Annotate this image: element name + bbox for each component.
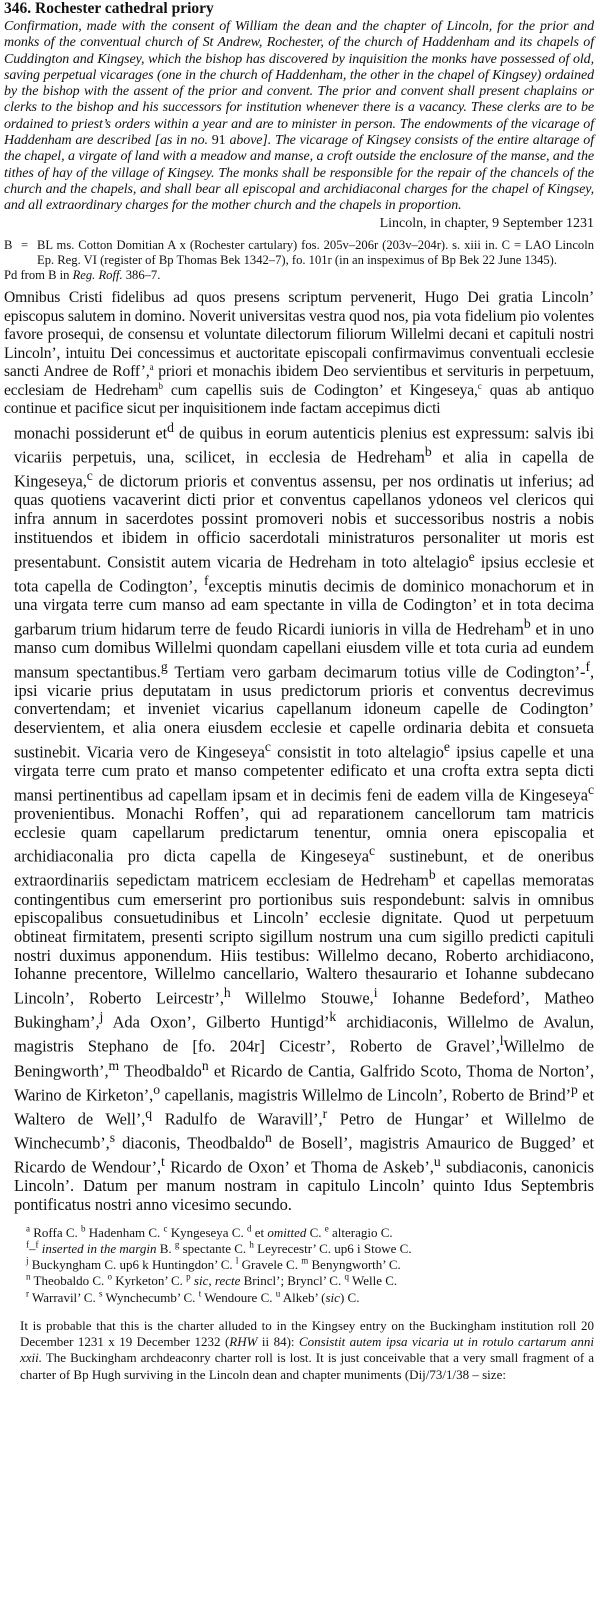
footnote-marker: o — [153, 1081, 160, 1097]
source-key: B — [4, 237, 13, 252]
text-run: Willelmo de Beningworth’, — [14, 1036, 594, 1081]
footnote-marker: u — [433, 1154, 441, 1170]
footnote-marker: e — [324, 1223, 329, 1234]
text-run: ipsius capelle et una virgata terre cum prato et manso competenter edificato et una crofta extra septa dicti mansi pertinentibus ad capellam ipsam et in decimis feni de eadem villa de Kingeseya — [14, 742, 594, 805]
footnote-marker: t — [161, 1154, 165, 1170]
text-run: Gravele C. — [238, 1257, 302, 1273]
dateline: Lincoln, in chapter, 9 September 1231 — [379, 215, 594, 231]
footnote-marker: p — [186, 1272, 191, 1283]
footnote-marker: r — [26, 1288, 29, 1299]
footnote-marker: j — [26, 1255, 29, 1266]
footnote-marker: g — [174, 1239, 180, 1250]
printed-edition-line — [4, 268, 594, 283]
text-run: subdiaconis, canonicis Lincoln’. Datum per manum nostram in capitulo Lincoln’ quinto Idus Septembris pontificatus nostri anno vicesimo secundo. — [14, 1157, 595, 1215]
charter-heading: 346. Rochester cathedral priory — [4, 0, 214, 17]
source-b-text: BL ms. Cotton Domitian A x (Rochester cartulary) fos. 205v–206r (203v–204r). s. xiii in. C = LAO Lincoln Ep. Reg. VI (register of Bp Thomas Bek 1342–7), fo. 101r (in an inspeximus of Bp Bek 22 June 1345). — [37, 237, 594, 267]
document-page — [4, 0, 594, 1383]
text-run: Wendoure C. — [201, 1289, 276, 1305]
text-run: Theobaldo C. — [30, 1273, 108, 1289]
footnote-marker: p — [571, 1081, 578, 1097]
text-run: Ricardo de Oxon’ et Thoma de Askeb’, — [164, 1157, 434, 1177]
text-run: et in uno manso cum domibus Willelmi quondam capellani eiusdem ville et tota curia ad eundem mansum spectantibus. — [14, 619, 594, 681]
footnote-marker: c — [86, 468, 93, 484]
printed-reference: Reg. Roff. — [72, 268, 123, 283]
text-run: Petro de Hungar’ et Willelmo de Winchecumb’, — [14, 1109, 594, 1153]
footnote-marker: c — [264, 738, 271, 754]
text-run: Willelmo Stouwe, — [230, 988, 374, 1008]
footnote-line — [26, 1273, 594, 1289]
footnote-marker: i — [373, 985, 378, 1001]
footnote-marker: n — [265, 1130, 272, 1146]
text-run: Theodbaldo — [119, 1061, 202, 1081]
text-run: Buckyngham C. up6 k Huntingdon’ C. — [28, 1257, 236, 1273]
text-run: ipsius ecclesie et tota capella de Codington’, — [14, 552, 594, 596]
english-summary — [4, 19, 594, 215]
latin-text-block-2 — [14, 419, 594, 1215]
text-run: Leyrecestr’ C. up6 i Stowe C. — [253, 1241, 412, 1257]
footnote-marker: q — [344, 1272, 349, 1283]
text-run: , ipsi vicarie prius deputatam in usus predictorum prioris et conventus decrevimus convertendam; et inveniet vicarius capellanum idoneum capelle de Codington’ deservientem, et alia onera eiusdem ecclesie et capelle ordinaria debita et consueta sustinebit. Vicaria vero de Kingeseya — [14, 661, 594, 762]
footnote-marker: m — [108, 1057, 120, 1073]
summary-reference: 91 — [211, 133, 226, 149]
text-run: omitted — [267, 1224, 307, 1240]
text-run: It is probable that this is the charter alluded to in the Kingsey entry on the Buckingham institution roll 20 December 1231 x 19 December 1232 ( — [20, 1317, 594, 1350]
printed-pages: 386–7. — [122, 268, 161, 283]
footnote-marker: t — [198, 1288, 202, 1299]
footnote-marker: b — [158, 380, 163, 391]
text-run: archidiaconis, Willelmo de Avalun, magistris Stephano de [fo. 204r] Cicestr’, Roberto de Gravel’, — [14, 1012, 594, 1056]
footnote-line: $^f$–$^f$ inserted in the margin B. $^g$ spectante C. $^h$ Leyrecestr’ C. up6 i Stowe C. — [26, 1239, 412, 1257]
footnote-marker: j — [99, 1009, 104, 1025]
text-run: B. — [156, 1241, 175, 1257]
text-run: Alkeb’ ( — [280, 1289, 326, 1305]
footnote-marker: h — [223, 985, 231, 1001]
footnote-marker: k — [329, 1009, 337, 1025]
footnote-marker: n — [26, 1272, 31, 1283]
text-run: ) C. — [339, 1289, 360, 1305]
footnote-marker: b — [424, 444, 432, 460]
text-run: consistit in toto altelagio — [270, 742, 444, 762]
text-run: Wynchecumb’ C. — [102, 1289, 199, 1305]
footnote-marker: q — [145, 1105, 153, 1121]
footnote-marker: h — [249, 1239, 254, 1250]
text-run: Radulfo de Waravill’, — [152, 1109, 323, 1129]
text-run: quas ab antiquo continue et pacifice sicut per inquisitionem inde factam accepimus dicti — [4, 381, 595, 418]
footnote-marker: f — [204, 572, 209, 588]
editorial-comment — [20, 1318, 594, 1383]
footnote-line — [26, 1290, 594, 1306]
text-run: Tertiam vero garbam decimarum totius ville de Codington’- — [167, 661, 586, 681]
footnote-marker: n — [201, 1057, 209, 1073]
footnote-marker: l — [499, 1033, 504, 1049]
footnote-marker: c — [163, 1223, 168, 1234]
footnote-marker: b — [428, 867, 436, 883]
footnote-marker: d — [246, 1223, 252, 1234]
text-run: Warravil’ C. — [29, 1289, 99, 1305]
footnote-marker: e — [468, 548, 475, 564]
text-run: et capellas memoratas contingentibus cum emerserint pro portionibus suis respondebunt: salvis in omnibus episcopalibus consuetudinibus et Lincoln’ ecclesie dignitate. Quod ut perpetuum obtineat firmitatem, presenti scripto sigillum nostrum una cum sigillo predicti capituli nostri duximus apponendum. Hiis testibus: Willelmo decano, Roberto archidiacono, Iohanne precentore, Willelmo cancellario, Waltero thesaurario et Iohanne subdecano Lincoln’, Roberto Leircestr’, — [14, 870, 594, 1008]
text-run: Kyrketon’ C. — [112, 1273, 187, 1289]
footnote-marker: a — [26, 1223, 30, 1234]
footnote-marker: l — [235, 1255, 239, 1266]
text-run: Brincl’; Bryncl’ C. — [240, 1273, 345, 1289]
latin-text-block-1 — [4, 289, 594, 419]
footnote-marker: r — [322, 1105, 328, 1121]
text-run: C. — [306, 1224, 325, 1240]
text-run: sic — [325, 1289, 340, 1305]
summary-text: Confirmation, made with the consent of William the dean and the chapter of Lincoln, for the prior and monks of the conventual church of St Andrew, Rochester, of the church of Haddenham and its chapels of Cuddington and Kingsey, which the bishop has discovered by inquisition the monks have possessed of old, saving perpetual vicarages (one in the church of Haddenham, the other in the chapel of Kingsey) ordained by the bishop with the assent of the prior and convent. The prior and convent shall present chaplains or clerks to the bishop and his successors for institution whenever there is a vacancy. These clerks are to be ordained to priest’s orders within a year and are to minister in person. The endowments of the vicarage of Haddenham are described [as in no. — [4, 19, 594, 149]
text-run: Ada Oxon’, Gilberto Huntigd’ — [103, 1012, 330, 1032]
text-run: ii 84): — [257, 1334, 299, 1350]
footnote-marker: c — [587, 781, 594, 797]
footnote-marker: u — [275, 1288, 281, 1299]
footnote-marker: f — [26, 1239, 29, 1250]
manuscript-sources — [4, 238, 594, 284]
text-run: Kyngeseya C. — [167, 1224, 247, 1240]
text-run: sic, recte — [190, 1273, 241, 1289]
text-run: alteragio C. — [328, 1224, 393, 1240]
textual-footnotes — [26, 1225, 594, 1306]
text-run: et — [251, 1224, 268, 1240]
summary-text-continued: above]. The vicarage of Kingsey consists of the entire altarage of the chapel, a virgate of land with a meadow and manse, a croft outside the enclosure of the manse, and the tithes of hay of the village of Kingsey. The monks shall be responsible for the repair of the chancels of the church and the chapels, and shall bear all episcopal and archidiaconal charges for the chapel of Kingsey, and all extraordinary charges for the mother church and the chapels in proportion. — [4, 133, 595, 214]
footnote-marker: c — [477, 380, 482, 391]
text-run: RHW — [229, 1334, 258, 1350]
footnote-line — [26, 1225, 594, 1241]
footnote-marker: e — [443, 738, 450, 754]
footnote-marker: m — [301, 1255, 309, 1266]
footnote-marker: b — [81, 1223, 86, 1234]
text-run: monachi possiderunt et — [14, 423, 168, 443]
footnote-marker: o — [107, 1272, 113, 1283]
footnote-marker: b — [523, 615, 531, 631]
text-run: Consistit autem ipsa vicaria ut in rotulo cartarum anni xxii. — [20, 1334, 594, 1366]
text-run: de Bosell’, magistris Amaurico de Bugged’ et Ricardo de Wendour’, — [14, 1133, 595, 1177]
text-run: de quibus in eorum autenticis plenius est expressum: salvis ibi vicariis perpetuis, una, scilicet, in ecclesia de Hedreham — [14, 423, 594, 467]
text-run: The Buckingham archdeaconry charter roll is lost. It is just conceivable that a very small fragment of a charter of Bp Hugh surviving in the Lincoln dean and chapter muniments (Dij/73/1/38 – size: — [20, 1350, 594, 1382]
footnote-marker: s — [98, 1288, 103, 1299]
footnote-line — [26, 1257, 594, 1273]
text-run: inserted in the margin — [38, 1241, 157, 1257]
footnote-marker: d — [167, 419, 174, 435]
text-run: spectante C. — [179, 1241, 250, 1257]
text-run: Roffa C. — [30, 1224, 82, 1240]
footnote-marker: a — [149, 362, 154, 373]
source-b-row — [4, 238, 594, 269]
text-run: et alia in capella de Kingeseya, — [14, 447, 595, 491]
text-run: Iohanne Bedeford’, Matheo Bukingham’, — [14, 988, 594, 1032]
footnote-marker: c — [368, 843, 375, 859]
text-run: et Waltero de Well’, — [14, 1085, 595, 1129]
text-run: provenientibus. Monachi Roffen’, qui ad reparationem cancellorum tam matricis ecclesie quam capellarum predictarum tenentur, omnia onera episcopalia et archidiaconalia pro dicta capella de Kingeseya — [14, 803, 594, 866]
source-equals: = — [21, 237, 29, 252]
footnote-marker: g — [160, 658, 168, 674]
text-run: et Ricardo de Cantia, Galfrido Scoto, Thoma de Norton’, Warino de Kirketon’, — [14, 1061, 594, 1105]
text-run: Welle C. — [348, 1273, 398, 1289]
footnote-marker: f — [585, 658, 590, 674]
footnote-marker: f — [35, 1239, 39, 1250]
footnote-marker: s — [109, 1130, 115, 1146]
text-run: Benyngworth’ C. — [308, 1257, 401, 1273]
text-run: Omnibus Cristi fidelibus ad quos presens scriptum pervenerit, Hugo Dei gratia Lincoln’ episcopus salutem in domino. Noverit universitas vestra quod nos, pia vota fidelium pio volentes favore prosequi, de consensu et voluntate dilectorum filiorum Willelmi decani et capituli nostri Lincoln’, intuitu Dei concessimus et auctoritate episcopali confirmavimus conventuali ecclesie sancti Andree de Roff’, — [4, 289, 594, 381]
printed-prefix: Pd from B in — [4, 268, 73, 283]
text-run: priori et monachis ibidem Deo servientibus et servituris in perpetuum, ecclesiam de Hedreham — [4, 363, 594, 399]
text-run: Hadenham C. — [85, 1224, 164, 1240]
text-run: exceptis minutis decimis de dominico monachorum et in una virgata terre cum manso ad eam spectante in villa de Codington’ et in tota decima garbarum trium hidarum terre de feudo Ricardi iunioris in villa de Hedreham — [14, 576, 594, 639]
text-run: sustinebunt, et de oneribus extraordinariis sepedictam matricem ecclesiam de Hedreham — [14, 846, 594, 890]
text-run: de dictorum prioris et conventus assensu, per nos ordinatis ut inferius; ad quas quotiens vacaverint dicti prior et conventus capellanos ydoneos vel clericos qui infra annum in sacerdotes possint promoveri nobis et successoribus nostris a nobis instituendos et ibidem in officio sacerdotali ministraturos personaliter ut moris est presentabunt. Consistit autem vicaria de Hedreham in toto altelagio — [14, 471, 594, 572]
text-run: diaconis, Theodbaldo — [114, 1133, 265, 1153]
text-run: cum capellis suis de Codington’ et Kingeseya, — [162, 381, 478, 399]
text-run: capellanis, magistris Willelmo de Lincoln’, Roberto de Brind’ — [160, 1085, 571, 1105]
